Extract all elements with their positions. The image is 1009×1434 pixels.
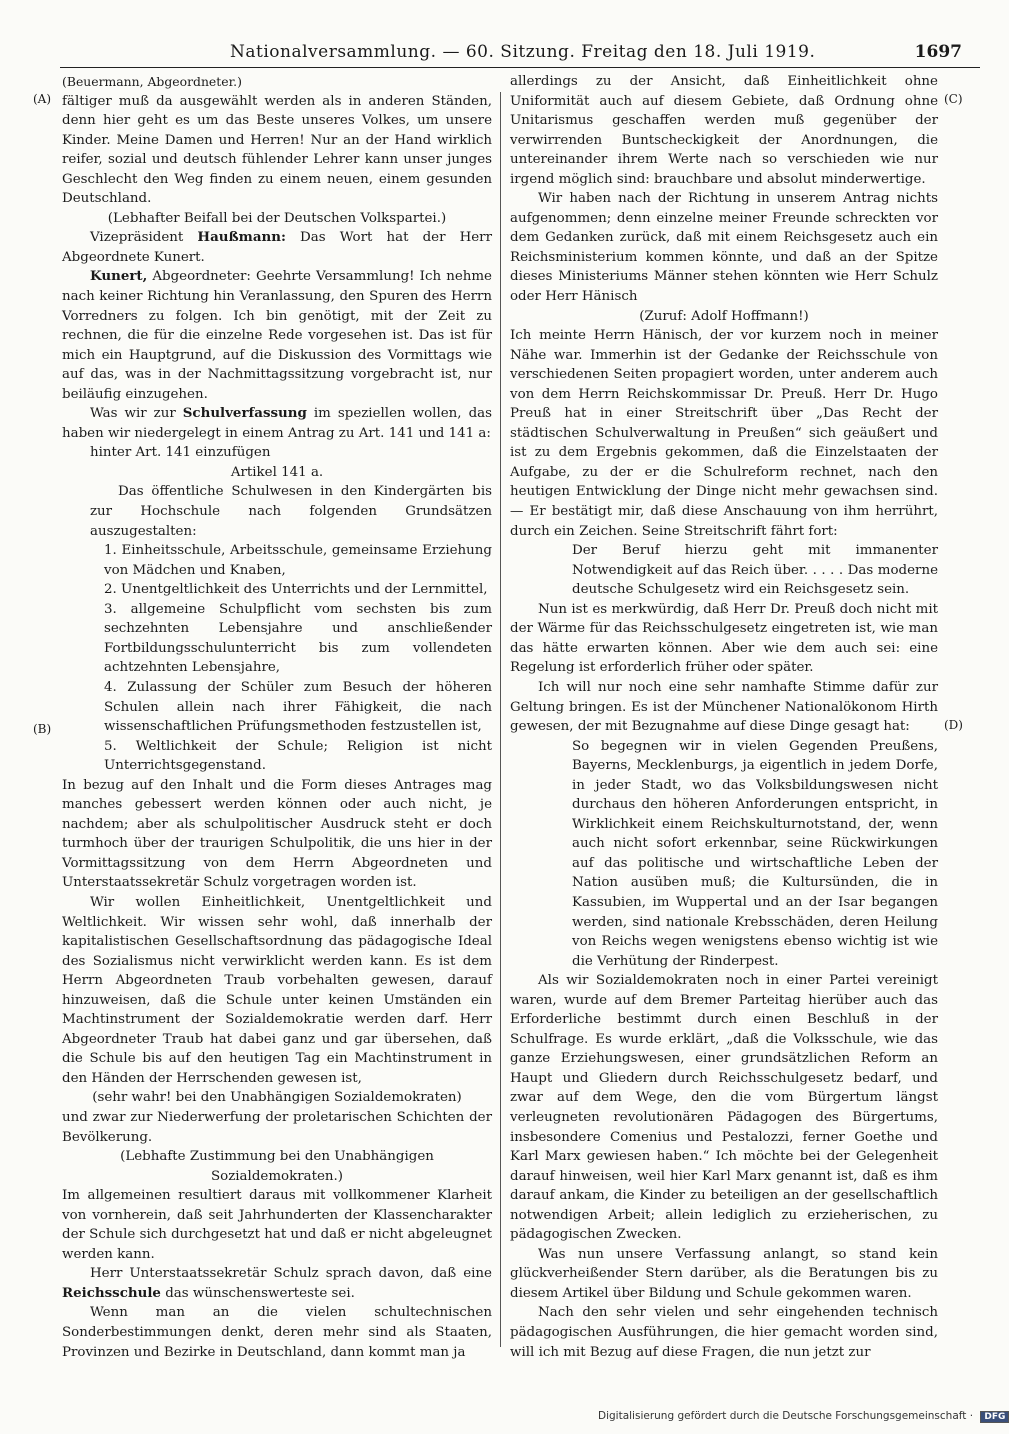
paragraph: fältiger muß da ausgewählt werden als in anderen Ständen, denn hier geht es um das Beste unseres Volkes, um unsere Kinder. Meine Damen und Herren! Nur an der Hand wirklich reifer, sozial und deutsch fühlender Lehrer kann unser junges Geschlecht den Weg finden zu einem neuen, einem gesunden Deutschland. xyxy=(62,93,492,207)
interjection: (Lebhafte Zustimmung bei den Unabhängigen Sozialdemokraten.) xyxy=(120,1149,434,1184)
margin-marker-b: (B) xyxy=(33,722,52,736)
list-item: 4. Zulassung der Schüler zum Besuch der höheren Schulen allein nach ihrer Fähigkeit, die nach wissenschaftlichen Prüfungsmethoden festzustellen ist, xyxy=(104,679,492,735)
interjection: (sehr wahr! bei den Unabhängigen Sozialdemokraten) xyxy=(92,1090,462,1106)
left-column xyxy=(62,72,492,1362)
paragraph: Ich will nur noch eine sehr namhafte Stimme dafür zur Geltung bringen. Es ist der Münchener Nationalökonom Hirth gewesen, der mit Bezugnahme auf diese Dinge gesagt hat: xyxy=(510,679,938,735)
list-item: 5. Weltlichkeit der Schule; Religion ist nicht Unterrichtsgegenstand. xyxy=(104,738,492,774)
margin-marker-d: (D) xyxy=(944,718,963,732)
article-intro: Das öffentliche Schulwesen in den Kindergärten bis zur Hochschule nach folgenden Grundsätzen auszugestalten: xyxy=(90,484,492,539)
paragraph: allerdings zu der Ansicht, daß Einheitlichkeit ohne Uniformität auch auf diesem Gebiete, daß Ordnung ohne Unitarismus geschaffen werden muß gegenüber der verwirrenden Buntscheckigkeit der Anordnungen, die untereinander ihrem Werte nach so verschieden wie nur irgend möglich sind: brauchbare und absolut minderwertige. xyxy=(510,74,938,187)
running-title: Nationalversammlung. — 60. Sitzung. Freitag den 18. Juli 1919. xyxy=(230,42,816,62)
block-quote: Der Beruf hierzu geht mit immanenter Notwendigkeit auf das Reich über. . . . . Das moderne deutsche Schulgesetz wird ein Reichsgesetz sein. xyxy=(572,543,938,598)
paragraph: In bezug auf den Inhalt und die Form dieses Antrages mag manches gebessert werden können oder auch nicht, je nachdem; aber als schulpolitischer Ausdruck steht er doch turmhoch über der traurigen Schulpolitik, die uns hier in der Vormittagssitzung von dem Herrn Abgeordneten und Unterstaatssekretär Schulz vorgetragen worden ist. xyxy=(62,777,492,891)
paragraph: und zwar zur Niederwerfung der proletarischen Schichten der Bevölkerung. xyxy=(62,1109,492,1145)
speaker-name: Haußmann: xyxy=(197,229,286,246)
margin-marker-a: (A) xyxy=(33,92,52,106)
list-item: 2. Unentgeltlichkeit des Unterrichts und der Lernmittel, xyxy=(104,582,488,598)
interjection: (Lebhafter Beifall bei der Deutschen Volkspartei.) xyxy=(107,210,447,226)
paragraph: Als wir Sozialdemokraten noch in einer Partei vereinigt waren, wurde auf dem Bremer Parteitag hierüber auch das Erforderliche bestimmt durch einen Beschluß in der Schulfrage. Es wurde erklärt, „daß die Volksschule, wie das ganze Erziehungswesen, einer grundsätzlichen Reform an Haupt und Gliedern durch Reichsschulgesetz bedarf, und zwar auf dem Wege, den die vom Bürgertum längst verleugneten revolutionären Pädagogen des Bürgertums, insbesondere Comenius und Pestalozzi, ferner Goethe und Karl Marx gewiesen haben.“ Ich möchte bei der Gelegenheit darauf hinweisen, weil hier Karl Marx genannt ist, daß es ihm darauf ankam, die Kinder zu beteiligen an der gesellschaftlich notwendigen Arbeit; allein lediglich zu erzieherischen, zu pädagogischen Zwecken. xyxy=(510,973,938,1243)
speaker-name: Kunert, xyxy=(90,268,148,285)
article-items xyxy=(104,541,492,776)
margin-marker-c: (C) xyxy=(944,92,963,106)
paragraph: Ich meinte Herrn Hänisch, der vor kurzem noch in meiner Nähe war. Immerhin ist der Gedanke der Reichsschule von verschiedenen Seiten propagiert worden, unter anderem auch von dem Herrn Reichskommissar Dr. Preuß. Herr Dr. Hugo Preuß hat in einer Streitschrift über „Das Recht der städtischen Schulverwaltung in Preußen“ sich geäußert und ist zu dem Ergebnis gekommen, daß die Einzelstaaten der Aufgabe, zu der er die Schulreform rechnet, nach den heutigen Entwicklung der Dinge nicht mehr gewachsen sind. — Er bestätigt mir, daß diese Anschauung von ihm herrührt, durch ein Zeichen. Seine Streitschrift fährt fort: xyxy=(510,328,938,539)
list-item: 1. Einheitsschule, Arbeitsschule, gemeinsame Erziehung von Mädchen und Knaben, xyxy=(104,543,492,578)
list-item: 3. allgemeine Schulpflicht vom sechsten bis zum sechzehnten Lebensjahre und anschließender Fortbildungsschulunterricht bis zum vollendeten achtzehnten Lebensjahre, xyxy=(104,601,492,676)
interjection: (Zuruf: Adolf Hoffmann!) xyxy=(639,308,809,324)
digitization-credit xyxy=(598,1410,1009,1423)
paragraph: Nach den sehr vielen und sehr eingehenden technisch pädagogischen Ausführungen, die hier gemacht worden sind, will ich mit Bezug auf diese Fragen, die nun jetzt zur xyxy=(510,1305,938,1360)
paragraph: Wenn man an die vielen schultechnischen Sonderbestimmungen denkt, deren mehr sind als Staaten, Provinzen und Bezirke in Deutschland, dann kommt man ja xyxy=(62,1305,492,1360)
block-quote: So begegnen wir in vielen Gegenden Preußens, Bayerns, Mecklenburgs, ja eigentlich in jedem Dorfe, in jeder Stadt, wo das Volksbildungswesen nicht durchaus den höheren Anforderungen entspricht, in Wirklichkeit einem Reichskulturnotstand, der, wenn auch nicht sofort erkennbar, seine Rückwirkungen auf das politische und wirtschaftliche Leben der Nation ausüben muß; die Kultursünden, die in Kassubien, im Wuppertal und an der Isar begangen werden, sind nationale Krebsschäden, deren Heilung von Reichs wegen wenigstens ebenso wichtig ist wie die Verhütung der Rinderpest. xyxy=(572,738,938,969)
column-divider xyxy=(500,92,501,1347)
dfg-logo: DFG xyxy=(980,1411,1009,1423)
page-header xyxy=(60,42,980,68)
paragraph: Was wir zur Schulverfassung im speziellen wollen, das haben wir niedergelegt in einem Antrag zu Art. 141 und 141 a: xyxy=(62,405,493,441)
paragraph: Im allgemeinen resultiert daraus mit vollkommener Klarheit von vornherein, daß seit Jahrhunderten der Klassencharakter der Schule sich durchgesetzt hat und daß er nicht abgeleugnet werden kann. xyxy=(62,1188,492,1262)
emphasis: Schulverfassung xyxy=(182,405,307,422)
paragraph: Nun ist es merkwürdig, daß Herr Dr. Preuß doch nicht mit der Wärme für das Reichsschulgesetz eingetreten ist, wie man das hätte erwarten können. Aber wie dem auch sei: eine Regelung ist erforderlich früher oder später. xyxy=(510,601,938,676)
right-column xyxy=(510,72,938,1362)
footer-text: Digitalisierung gefördert durch die Deutsche Forschungsgemeinschaft · xyxy=(598,1410,974,1422)
speaker-note: (Beuermann, Abgeordneter.) xyxy=(62,74,242,89)
motion-insert: hinter Art. 141 einzufügen xyxy=(90,445,271,461)
header-rule xyxy=(60,67,980,68)
paragraph: Was nun unsere Verfassung anlangt, so stand kein glückverheißender Stern darüber, als die Beratungen bis zu diesem Artikel über Bildung und Schule gekommen waren. xyxy=(510,1246,938,1301)
paragraph: Kunert, Abgeordneter: Geehrte Versammlung! Ich nehme nach keiner Richtung hin Veranlassung, den Spuren des Herrn Vorredners zu folgen. Ich bin genötigt, mit der Zeit zu rechnen, die für die einzelne Rede vorgesehen ist. Das ist für mich ein Hauptgrund, auf die Diskussion des Vormittags wie auf das, was in der Nachmittagssitzung vorgebracht ist, nur beiläufig einzugehen. xyxy=(62,268,492,402)
article-heading: Artikel 141 a. xyxy=(230,464,324,480)
paragraph: Vizepräsident Haußmann: Das Wort hat der Herr Abgeordnete Kunert. xyxy=(62,229,492,265)
page-number: 1697 xyxy=(914,42,962,62)
paragraph: Herr Unterstaatssekretär Schulz sprach davon, daß eine Reichsschule das wünschenswerteste sei. xyxy=(62,1266,492,1301)
emphasis: Reichsschule xyxy=(62,1284,161,1301)
paragraph: Wir wollen Einheitlichkeit, Unentgeltlichkeit und Weltlichkeit. Wir wissen sehr wohl, daß innerhalb der kapitalistischen Gesellschaftsordnung das pädagogische Ideal des Sozialismus nicht verwirklicht werden kann. Es ist dem Herrn Abgeordneten Traub vorbehalten gewesen, darauf hinzuweisen, daß die Schule unter keinen Umständen ein Machtinstrument der Sozialdemokratie werden darf. Herr Abgeordneter Traub hat dabei ganz und gar übersehen, daß die Schule bis auf den heutigen Tag ein Machtinstrument in den Händen der Herrschenden gewesen ist, xyxy=(62,894,492,1086)
paragraph: Wir haben nach der Richtung in unserem Antrag nichts aufgenommen; denn einzelne meiner Freunde schreckten vor dem Gedanken zurück, daß mit einem Reichsgesetz auch ein Reichsministerium kommen könnte, und daß an der Spitze dieses Ministeriums Männer stehen könnten wie Herr Schulz oder Herr Hänisch xyxy=(510,191,938,305)
